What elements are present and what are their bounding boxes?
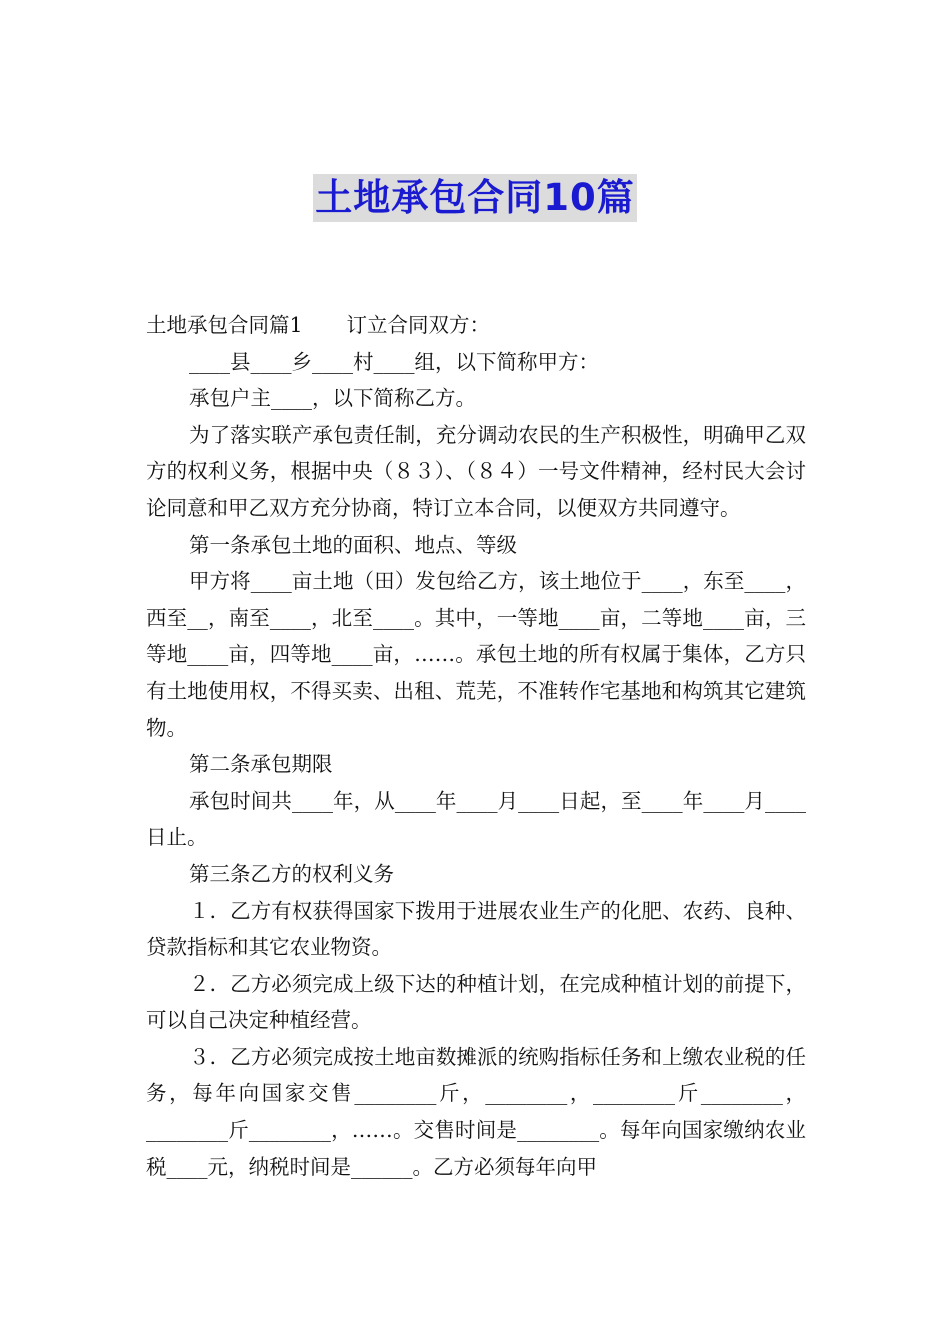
article-1-body: 甲方将____亩土地（田）发包给乙方，该土地位于____，东至____，西至__，南至____，北至____。其中，一等地____亩，二等地____亩，三等地____亩，四等地____亩，……。承包土地的所有权属于集体，乙方只有土地使用权，不得买卖、出租、荒芜，不准转作宅基地和构筑其它建筑物。 <box>146 569 806 740</box>
paragraph-party-a: ____县____乡____村____组，以下简称甲方： <box>189 349 599 374</box>
paragraph-party-b: 承包户主____，以下简称乙方。 <box>189 386 476 411</box>
article-3-item-2: ２．乙方必须完成上级下达的种植计划，在完成种植计划的前提下，可以自己决定种植经营。 <box>146 971 806 1033</box>
contract-number: 土地承包合同篇1 <box>146 313 303 337</box>
article-3-heading: 第三条乙方的权利义务 <box>189 861 394 886</box>
document-title: 土地承包合同10篇 <box>313 174 637 222</box>
article-2-heading: 第二条承包期限 <box>189 752 333 777</box>
title-container <box>0 174 950 222</box>
article-3-item-1: １．乙方有权获得国家下拨用于进展农业生产的化肥、农药、良种、贷款指标和其它农业物资。 <box>146 898 806 960</box>
article-1-heading: 第一条承包土地的面积、地点、等级 <box>189 532 517 557</box>
contract-parties-label: 订立合同双方： <box>346 313 491 337</box>
document-body <box>146 307 806 1185</box>
article-3-item-3: ３．乙方必须完成按土地亩数摊派的统购指标任务和上缴农业税的任务，每年向国家交售________斤，________，________斤________，________斤________，……。交售时间是________。每年向国家缴纳农业税____元，纳税时间是______。乙方必须每年向甲 <box>146 1044 806 1179</box>
contract-heading-line <box>146 307 806 344</box>
paragraph-preamble: 为了落实联产承包责任制，充分调动农民的生产积极性，明确甲乙双方的权利义务，根据中央（８３）、（８４）一号文件精神，经村民大会讨论同意和甲乙双方充分协商，特订立本合同，以便双方共同遵守。 <box>146 422 806 520</box>
article-2-body: 承包时间共____年，从____年____月____日起，至____年____月____日止。 <box>146 788 806 850</box>
